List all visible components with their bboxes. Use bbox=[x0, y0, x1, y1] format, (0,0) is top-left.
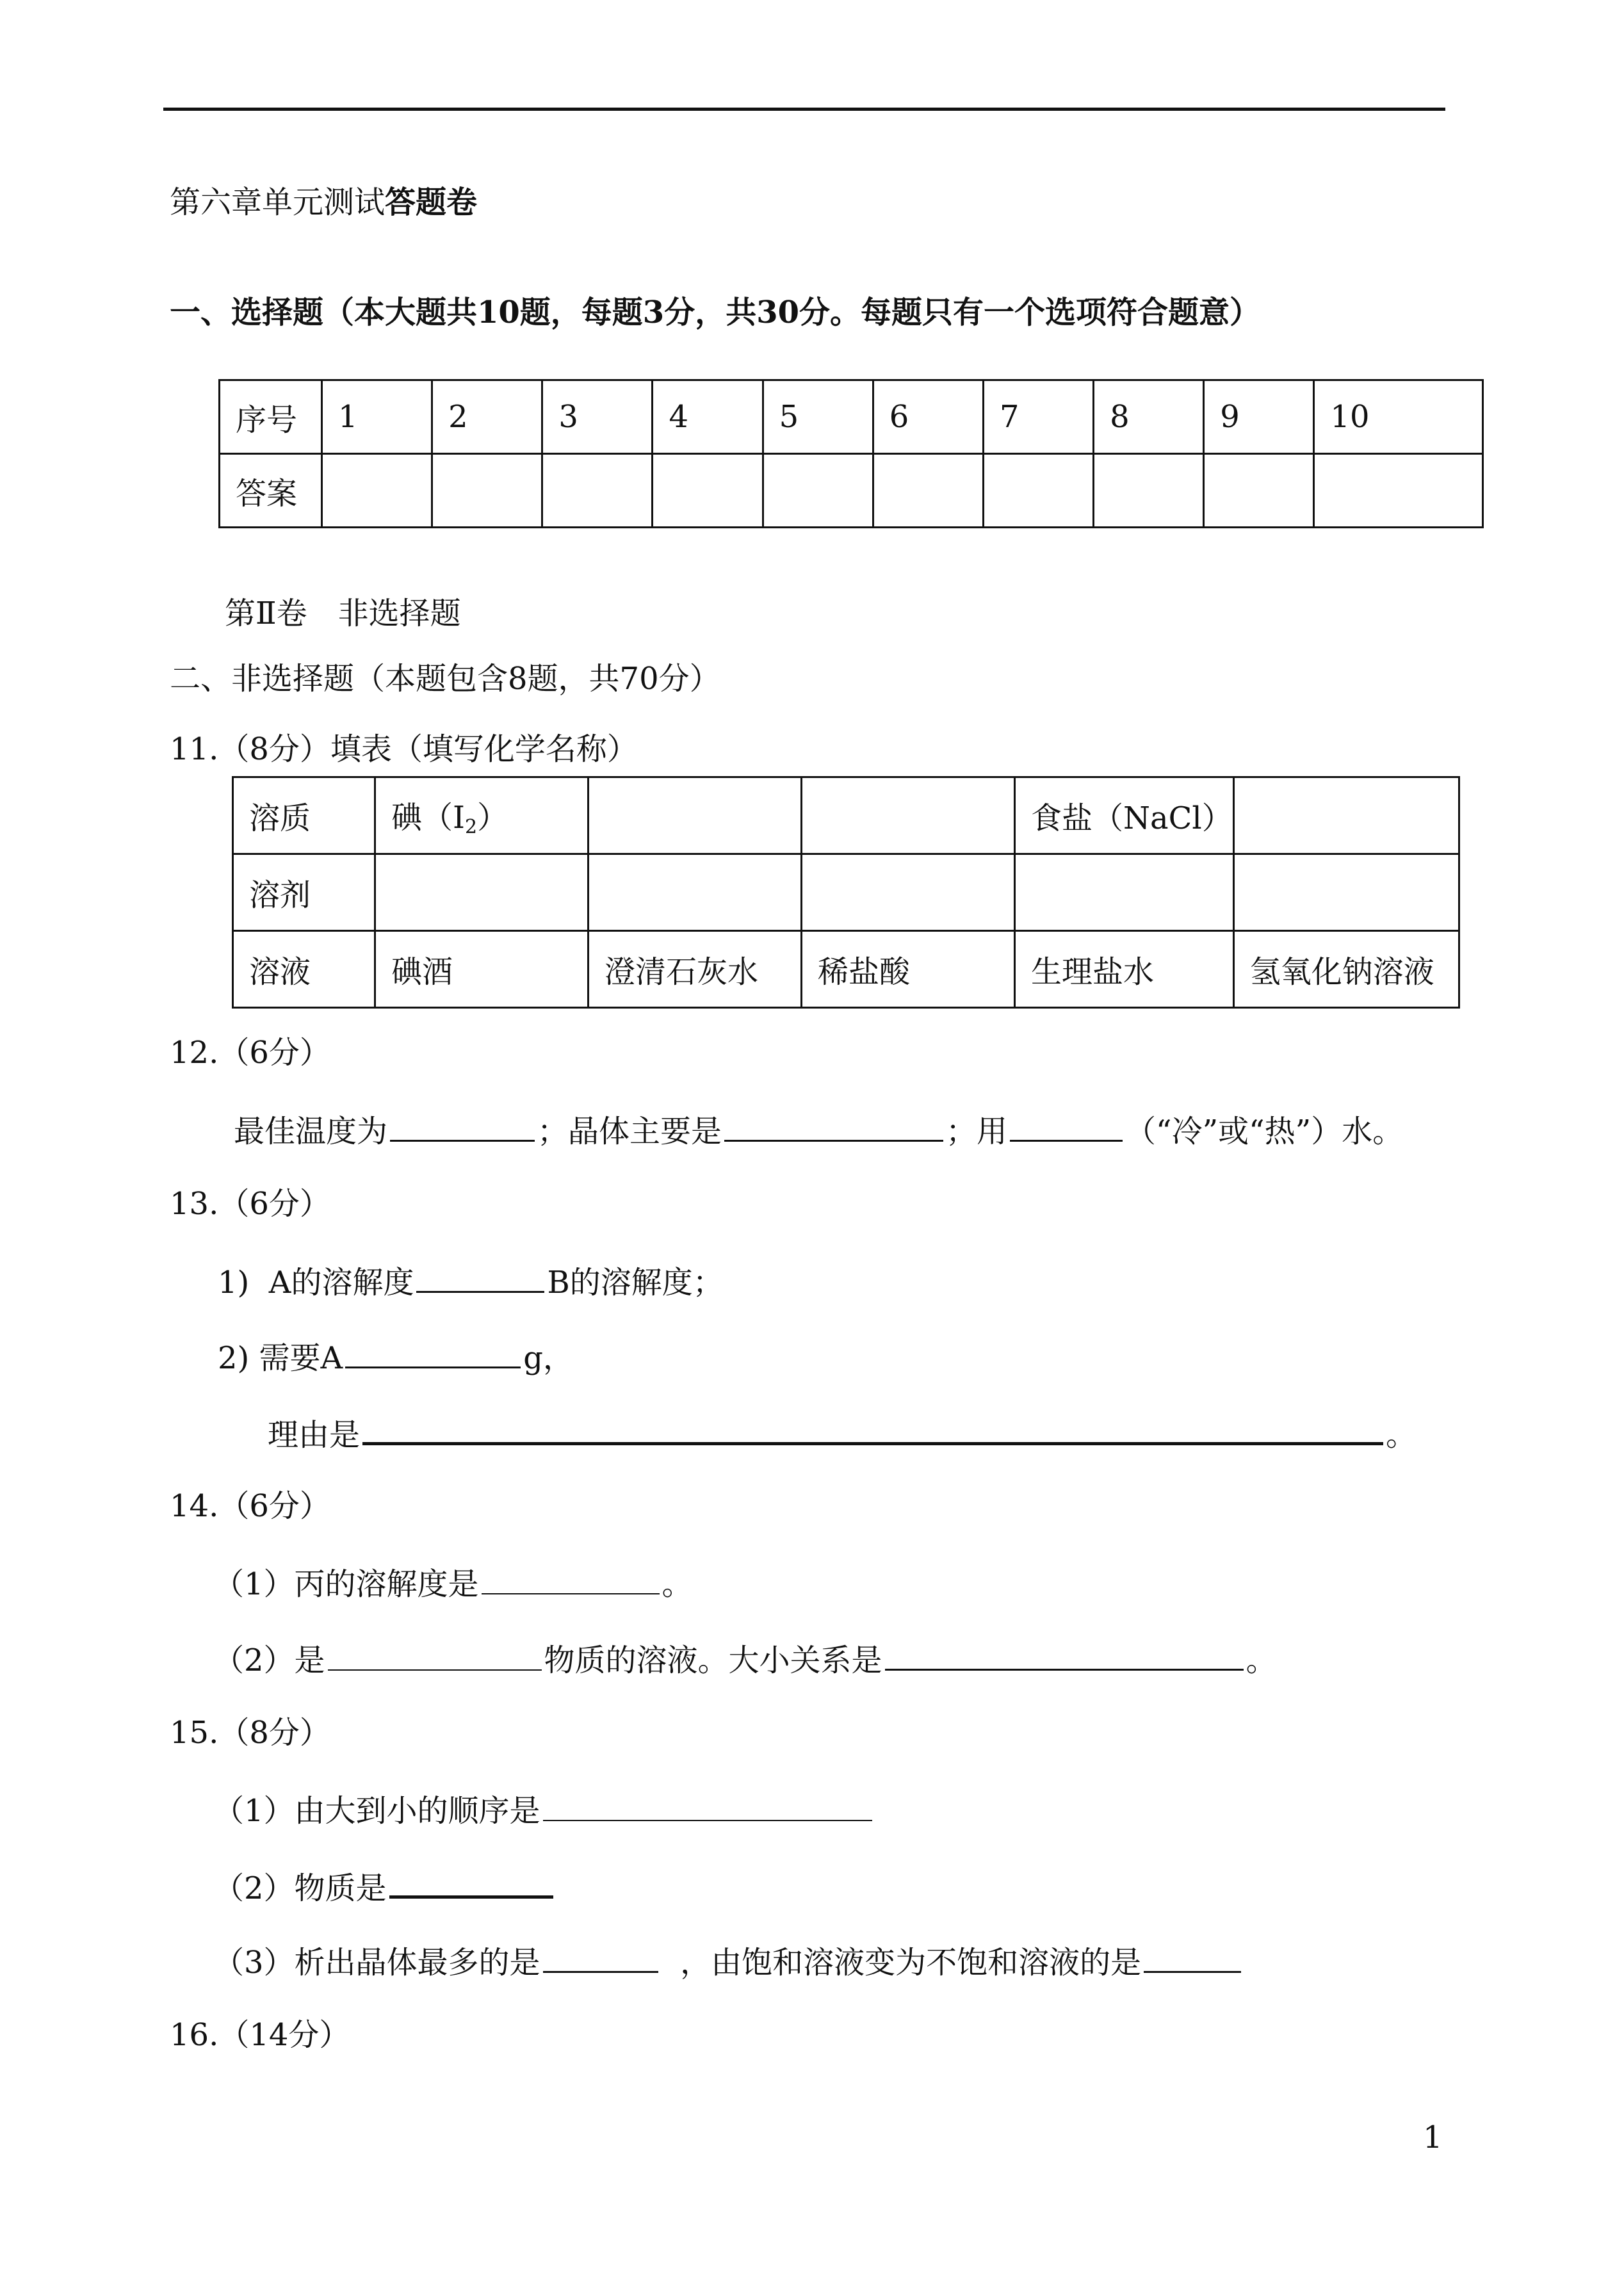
q11-row-label: 溶液 bbox=[233, 931, 375, 1008]
q15-blank-substance[interactable] bbox=[389, 1865, 553, 1899]
q15-line1: （1）由大到小的顺序是 bbox=[213, 1789, 875, 1830]
q11-solution-cell: 碘酒 bbox=[375, 931, 589, 1008]
q11-cell[interactable] bbox=[1233, 777, 1459, 854]
header-rule bbox=[163, 108, 1445, 111]
q15-title: 15.（8分） bbox=[170, 1715, 330, 1751]
answer-cell[interactable] bbox=[1204, 454, 1314, 528]
q11-cell[interactable] bbox=[1233, 854, 1459, 931]
q13-blank-reason[interactable] bbox=[362, 1411, 1383, 1445]
answer-number-8: 8 bbox=[1094, 380, 1204, 454]
q12-blank-temperature[interactable] bbox=[390, 1109, 535, 1142]
q15-line3: （3）析出晶体最多的是 ，由饱和溶液变为不饱和溶液的是 bbox=[213, 1940, 1244, 1982]
answer-number-10: 10 bbox=[1314, 380, 1483, 454]
q15-blank-order[interactable] bbox=[543, 1789, 872, 1821]
answer-number-3: 3 bbox=[542, 380, 653, 454]
q14-line2: （2）是 物质的溶液。大小关系是 。 bbox=[213, 1638, 1277, 1680]
answer-cell[interactable] bbox=[1094, 454, 1204, 528]
q14-blank-relation[interactable] bbox=[885, 1638, 1244, 1671]
answer-cell[interactable] bbox=[1314, 454, 1483, 528]
section1-heading: 一、选择题（本大题共10题，每题3分，共30分。每题只有一个选项符合题意） bbox=[170, 295, 1260, 330]
q11-cell[interactable] bbox=[589, 854, 802, 931]
q15-blank-most-crystal[interactable] bbox=[543, 1940, 658, 1973]
answer-number-5: 5 bbox=[763, 380, 873, 454]
q15-blank-unsaturated[interactable] bbox=[1144, 1940, 1241, 1973]
q13-line2: 2) 需要A g， bbox=[218, 1336, 574, 1377]
q11-solution-cell: 氢氧化钠溶液 bbox=[1233, 931, 1459, 1008]
q12-title: 12.（6分） bbox=[170, 1035, 330, 1071]
page-title: 第六章单元测试答题卷 bbox=[170, 184, 478, 220]
q11-solvent-row bbox=[233, 854, 1459, 931]
answer-number-9: 9 bbox=[1204, 380, 1314, 454]
q11-cell[interactable] bbox=[375, 854, 589, 931]
page-number: 1 bbox=[1423, 2120, 1443, 2155]
q11-row-label: 溶质 bbox=[233, 777, 375, 854]
answer-cell[interactable] bbox=[763, 454, 873, 528]
q11-table bbox=[232, 776, 1460, 1009]
answer-number-7: 7 bbox=[983, 380, 1093, 454]
q13-line1: 1) A的溶解度 B的溶解度； bbox=[218, 1260, 724, 1302]
q11-solution-row bbox=[233, 931, 1459, 1008]
q13-title: 13.（6分） bbox=[170, 1186, 330, 1222]
answer-number-6: 6 bbox=[873, 380, 983, 454]
q12-line: 最佳温度为 ；晶体主要是 ；用 （“冷”或“热”）水。 bbox=[234, 1109, 1403, 1151]
q11-solute-salt: 食盐（NaCl） bbox=[1015, 777, 1234, 854]
q15-line2: （2）物质是 bbox=[213, 1865, 556, 1908]
answer-cell[interactable] bbox=[983, 454, 1093, 528]
q11-cell[interactable] bbox=[589, 777, 802, 854]
answer-cell[interactable] bbox=[873, 454, 983, 528]
q13-blank-compare[interactable] bbox=[416, 1260, 544, 1293]
q11-cell[interactable] bbox=[802, 777, 1015, 854]
q11-title: 11.（8分）填表（填写化学名称） bbox=[170, 731, 638, 767]
q11-solution-cell: 稀盐酸 bbox=[802, 931, 1015, 1008]
q11-cell[interactable] bbox=[1015, 854, 1234, 931]
answer-table-number-row bbox=[220, 380, 1483, 454]
answer-table-row1-label: 序号 bbox=[220, 380, 322, 454]
answer-cell[interactable] bbox=[322, 454, 432, 528]
q14-line1: （1）丙的溶解度是 。 bbox=[213, 1562, 693, 1603]
q11-solution-cell: 澄清石灰水 bbox=[589, 931, 802, 1008]
q12-blank-water[interactable] bbox=[1010, 1109, 1123, 1142]
q14-title: 14.（6分） bbox=[170, 1488, 330, 1524]
q12-blank-crystal[interactable] bbox=[724, 1109, 943, 1142]
q13-line3: 理由是 。 bbox=[268, 1411, 1417, 1454]
answer-table-row2-label: 答案 bbox=[220, 454, 322, 528]
q11-row-label: 溶剂 bbox=[233, 854, 375, 931]
answer-table-answer-row bbox=[220, 454, 1483, 528]
q11-cell[interactable] bbox=[802, 854, 1015, 931]
q13-blank-mass[interactable] bbox=[345, 1336, 521, 1368]
q14-blank-solubility[interactable] bbox=[482, 1562, 660, 1594]
answer-number-4: 4 bbox=[653, 380, 763, 454]
q16-title: 16.（14分） bbox=[170, 2017, 350, 2053]
answer-number-1: 1 bbox=[322, 380, 432, 454]
q11-solute-iodine: 碘$(I_2)$ bbox=[375, 777, 589, 854]
part2-title: 第Ⅱ卷 非选择题 bbox=[225, 596, 461, 631]
answer-cell[interactable] bbox=[653, 454, 763, 528]
section2-heading: 二、非选择题（本题包含8题，共70分） bbox=[170, 661, 720, 697]
q11-solute-row bbox=[233, 777, 1459, 854]
q11-solution-cell: 生理盐水 bbox=[1015, 931, 1234, 1008]
answer-cell[interactable] bbox=[432, 454, 542, 528]
answer-cell[interactable] bbox=[542, 454, 653, 528]
q14-blank-substance[interactable] bbox=[328, 1639, 542, 1671]
answer-number-2: 2 bbox=[432, 380, 542, 454]
answer-table bbox=[218, 379, 1484, 528]
